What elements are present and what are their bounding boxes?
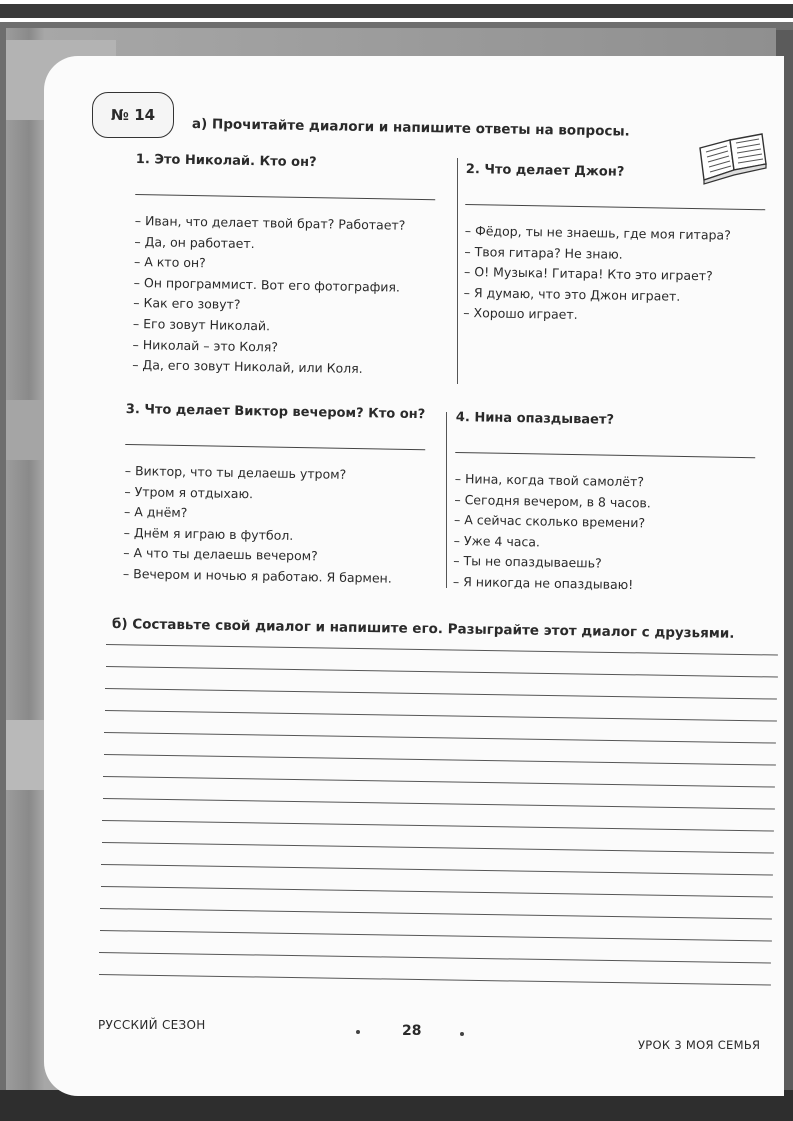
page-number: 28 [402, 1023, 422, 1039]
dialog-3-answer-line[interactable] [125, 443, 425, 450]
dialog-line: – Хорошо играет. [463, 305, 578, 323]
column-divider [446, 412, 447, 588]
dialog-line: – Утром я отдыхаю. [124, 483, 254, 501]
task-b-instruction: б) Составьте свой диалог и напишите его. Разыграйте этот диалог с друзьями. [111, 616, 735, 642]
dialog-line: – Да, его зовут Николай, или Коля. [132, 357, 363, 377]
dialog-line: – Он программист. Вот его фотография. [133, 274, 401, 295]
dialog-1 [132, 152, 436, 381]
dialog-4-title: 4. Нина опаздывает? [455, 410, 615, 428]
writing-line[interactable] [99, 952, 771, 964]
writing-line[interactable] [100, 930, 772, 942]
dialog-4-lines [453, 469, 755, 598]
footer-dot [356, 1030, 360, 1034]
dialog-line: – Ты не опаздываешь? [453, 553, 602, 571]
dialog-line: – Виктор, что ты делаешь утром? [124, 462, 347, 482]
dialog-line: – Фёдор, ты не знаешь, где моя гитара? [464, 222, 731, 243]
dialog-4-answer-line[interactable] [455, 451, 755, 458]
dialog-line: – Я думаю, что это Джон играет. [463, 284, 681, 304]
dialog-3-title: 3. Что делает Виктор вечером? Кто он? [125, 402, 426, 423]
dialog-2-answer-line[interactable] [465, 203, 765, 210]
dialog-line: – Вечером и ночью я работаю. Я бармен. [122, 565, 392, 586]
dialog-line: – Сегодня вечером, в 8 часов. [454, 491, 651, 511]
writing-line[interactable] [105, 688, 777, 700]
dialog-1-answer-line[interactable] [135, 193, 435, 200]
scan-top-shadow [0, 4, 793, 18]
writing-line[interactable] [106, 644, 778, 656]
dialog-line: – О! Музыка! Гитара! Кто это играет? [463, 264, 713, 284]
writing-line[interactable] [102, 820, 774, 832]
dialog-line: – Твоя гитара? Не знаю. [464, 243, 623, 262]
dialog-line: – Я никогда не опаздываю! [452, 573, 634, 593]
writing-line[interactable] [99, 974, 771, 986]
dialog-line: – А днём? [123, 504, 188, 521]
footer-lesson-title: УРОК 3 МОЯ СЕМЬЯ [638, 1038, 761, 1052]
column-divider [457, 158, 458, 384]
dialog-1-title: 1. Это Николай. Кто он? [135, 152, 317, 171]
writing-line[interactable] [103, 776, 775, 788]
writing-line[interactable] [103, 798, 775, 810]
dialog-line: – Уже 4 часа. [453, 532, 541, 550]
writing-line[interactable] [101, 886, 773, 898]
workbook-page [44, 56, 784, 1096]
writing-line[interactable] [102, 842, 774, 854]
footer-series-title: РУССКИЙ СЕЗОН [98, 1018, 206, 1032]
dialog-3-lines [123, 461, 425, 590]
exercise-number-badge: № 14 [92, 92, 174, 138]
dialog-line: – Как его зовут? [133, 295, 241, 313]
dialog-2-lines [463, 221, 765, 329]
writing-line[interactable] [104, 732, 776, 744]
dialog-2 [463, 162, 766, 329]
writing-line[interactable] [101, 864, 773, 876]
writing-line[interactable] [106, 666, 778, 678]
dialog-2-title: 2. Что делает Джон? [465, 162, 625, 180]
dialog-line: – Иван, что делает твой брат? Работает? [134, 212, 406, 233]
footer-dot [460, 1032, 464, 1036]
dialog-line: – Днём я играю в футбол. [123, 524, 294, 543]
dialog-3 [123, 402, 426, 590]
writing-line[interactable] [100, 908, 772, 920]
dialog-line: – Да, он работает. [134, 233, 255, 251]
task-a-instruction: а) Прочитайте диалоги и напишите ответы на вопросы. [191, 116, 630, 140]
writing-line[interactable] [104, 754, 776, 766]
dialog-4 [453, 410, 756, 598]
dialog-1-lines [132, 211, 435, 381]
writing-line[interactable] [105, 710, 777, 722]
dialog-line: – Николай – это Коля? [132, 336, 279, 355]
dialog-line: – Нина, когда твой самолёт? [454, 470, 645, 490]
dialog-line: – А что ты делаешь вечером? [123, 545, 318, 564]
dialog-line: – Его зовут Николай. [132, 315, 271, 334]
dialog-line: – А сейчас сколько времени? [453, 512, 646, 531]
dialog-line: – А кто он? [133, 254, 206, 271]
